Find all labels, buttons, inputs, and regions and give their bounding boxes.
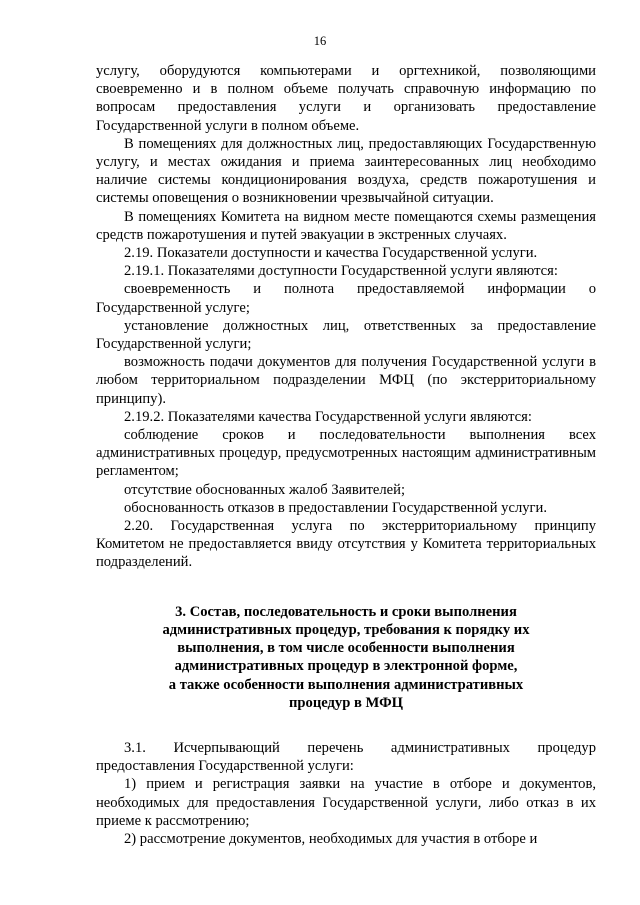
section-heading <box>96 603 596 712</box>
section-heading-line: а также особенности выполнения административных <box>168 676 524 693</box>
section-heading-line: 3. Состав, последовательность и сроки выполнения <box>175 603 517 620</box>
section-heading-line: административных процедур в электронной форме, <box>174 658 518 675</box>
page-number: 16 <box>313 34 327 48</box>
paragraph: 2.19. Показатели доступности и качества Государственной услуги. <box>124 245 538 262</box>
paragraph: 2.19.1. Показателями доступности Государственной услуги являются: <box>124 263 558 280</box>
section-heading-line: выполнения, в том числе особенности выполнения <box>177 640 515 657</box>
paragraph: установление должностных лиц, ответственных за предоставление Государственной услуги; <box>96 317 596 353</box>
paragraph: 2.19.2. Показателями качества Государственной услуги являются: <box>124 408 532 425</box>
paragraph: отсутствие обоснованных жалоб Заявителей; <box>124 481 406 498</box>
paragraph: В помещениях Комитета на видном месте помещаются схемы размещения средств пожаротушения и путей эвакуации в экстренных случаях. <box>96 208 596 243</box>
paragraph: обоснованность отказов в предоставлении Государственной услуги. <box>124 499 547 516</box>
paragraph: 2.20. Государственная услуга по экстерриториальному принципу Комитетом не предоставляется ввиду отсутствия у Комитета территориальных подразделений. <box>96 518 596 571</box>
paragraph: своевременность и полнота предоставляемой информации о Государственной услуге; <box>96 281 596 316</box>
paragraph: 2) рассмотрение документов, необходимых для участия в отборе и <box>124 830 538 847</box>
paragraph: 1) прием и регистрация заявки на участие в отборе и документов, необходимых для предоставления Государственной услуги, либо отказ в их приеме к рассмотрению; <box>96 776 596 829</box>
paragraph: возможность подачи документов для получения Государственной услуги в любом территориальном подразделении МФЦ (по экстерриториальному принципу). <box>96 354 596 407</box>
paragraphs-bottom <box>96 739 596 848</box>
paragraph: соблюдение сроков и последовательности выполнения всех административных процедур, предусмотренных настоящим административным регламентом; <box>96 427 596 480</box>
paragraph: услугу, оборудуются компьютерами и оргтехникой, позволяющими своевременно и в полном объеме получать справочную информацию по вопросам предоставления услуги и организовать предоставление Государственной услуги в полном объеме. <box>96 63 596 134</box>
section-heading-line: процедур в МФЦ <box>289 694 403 711</box>
paragraphs-top <box>96 62 596 572</box>
document-body <box>96 62 596 848</box>
section-heading-line: административных процедур, требования к порядку их <box>162 621 530 638</box>
paragraph: 3.1. Исчерпывающий перечень административных процедур предоставления Государственной услуги: <box>96 739 596 775</box>
paragraph: В помещениях для должностных лиц, предоставляющих Государственную услугу, и местах ожидания и приема заинтересованных лиц необходимо наличие системы кондиционирования воздуха, средств пожаротушения и системы оповещения о возникновении чрезвычайной ситуации. <box>96 135 596 207</box>
